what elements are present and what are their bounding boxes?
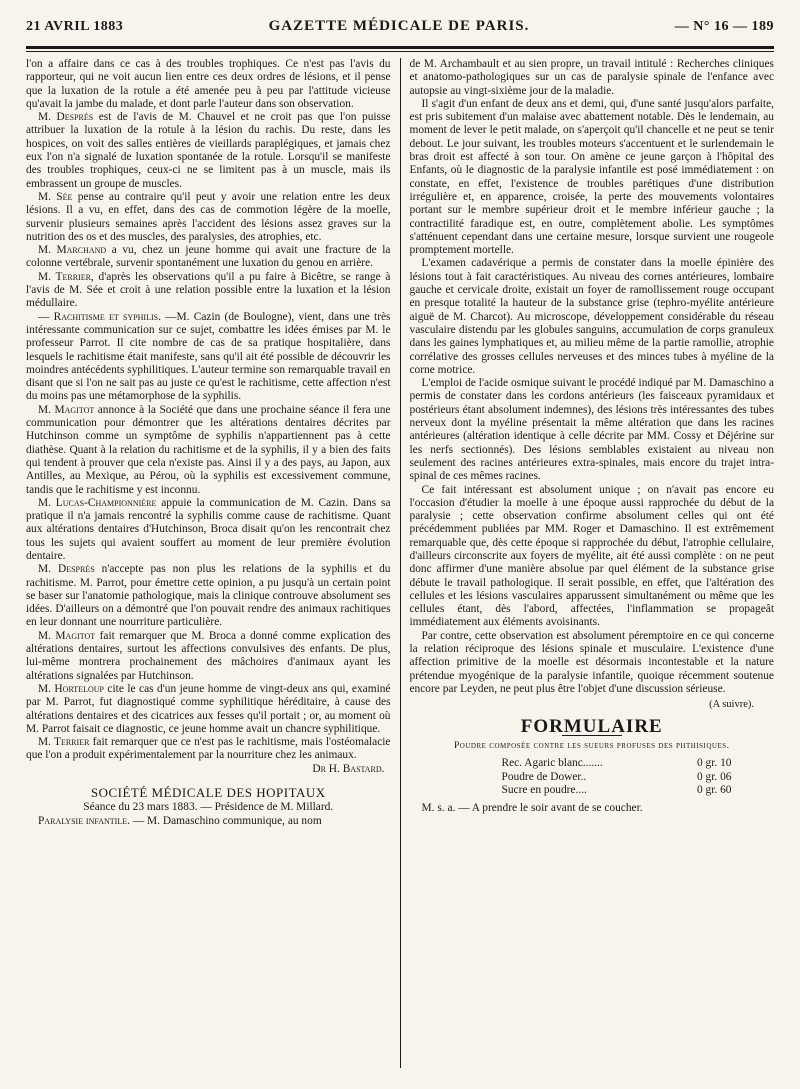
formulaire-subtitle: Poudre composée contre les sueurs profuses des phthisiques. <box>454 740 730 751</box>
paragraph: M. Després n'accepte pas non plus les relations de la syphilis et du rachitisme. M. Parrot, pour émettre cette opinion, a pu jusqu'à un certain point se baser sur l'anatomie pathologique, mais la clinique controuve absolument ses idées. D'ailleurs on a démontré que l'on pouvait rendre des animaux rachitiques en leur donnant une nourriture particulière. <box>26 563 391 629</box>
paragraph: Ce fait intéressant est absolument unique ; on n'avait pas encore eu l'occasion d'étudier la moelle à une époque aussi rapprochée du début de la paralysie ; cette observation confirme absolument celles qui ont été précédemment publiées par MM. Roger et Damaschino. Il est extrêmement remarquable que, dès cette époque si rapprochée du début, l'atrophie cellulaire, d'ailleurs circonscrite aux foyers de myélite, ait été aussi complète : on ne peut donc affirmer d'une manière absolue par quel élément de la substance grise débute le travail pathologique. Il serait possible, en effet, que l'altération des cellules et les lésions vasculaires apparussent simultanément ou même que les cellules étant, dès l'abord, affectées, l'inflammation se propageât immédiatement aux éléments avoisinants. <box>409 483 774 629</box>
paragraph: M. Magitot annonce à la Société que dans une prochaine séance il fera une communication pour démontrer que les altérations dentaires décrites par Hutchinson comme un symptôme de syphilis n'appartiennent pas à cette diathèse. Quant à la relation du rachitisme et de la syphilis, il y a bien des faits qui tendent à prouver que cela n'existe pas. Ainsi il y a des pays, au Japon, aux Antilles, au Mexique, au Pérou, où la syphilis est excessivement commune, tandis que le rachitisme y est inconnu. <box>26 403 391 496</box>
paragraph: Paralysie infantile. — M. Damaschino communique, au nom <box>38 814 322 827</box>
section-subtitle: Séance du 23 mars 1883. — Présidence de M. Millard. <box>83 801 334 814</box>
header-date: 21 AVRIL 1883 <box>26 19 124 34</box>
paragraph: L'emploi de l'acide osmique suivant le procédé indiqué par M. Damaschino a permis de constater dans les cordons antérieurs (les faisceaux pyramidaux et postérieurs étant absolument indemnes), des lésions très intéressantes des tubes nerveux dont la myéline présentait la même altération que dans les racines antérieures (altération identique à celle décrite par MM. Cossy et Déjérine sur les nerfs sectionnés). Des lésions semblables existaient au niveau non seulement des racines antérieures extra-spinales, mais encore du trajet intra-spinal de ces mêmes racines. <box>409 377 774 483</box>
section-title: SOCIÉTÉ MÉDICALE DES HOPITAUX <box>90 785 326 801</box>
page-header <box>26 18 774 40</box>
header-title: GAZETTE MÉDICALE DE PARIS. <box>268 18 530 34</box>
columns <box>26 58 774 1068</box>
paragraph: l'on a affaire dans ce cas à des troubles trophiques. Ce n'est pas l'avis du rapporteur, qui ne voit aucun lien entre ces deux ordres de lésions, et il pense que la luxation de la rotule a été amenée peu à peu par l'attitude vicieuse qu'avait la jambe du malade, et dont parle l'auteur dans son observation. <box>26 58 391 110</box>
paragraph: M. Magitot fait remarquer que M. Broca a donné comme explication des altérations dentaires, surtout les affections convulsives des enfants. De plus, lui-même montrera prochainement des mâchoires d'animaux ayant les altérations signalées par Hutchinson. <box>26 629 391 682</box>
paragraph: — Rachitisme et syphilis. —M. Cazin (de Boulogne), vient, dans une très intéressante communication sur ce sujet, combattre les idées émises par M. le professeur Parrot. Il cite nombre de cas de sa pratique hospitalière, dans lesquels le rachitisme était manifeste, sans qu'il ait été possible de découvrir les moindres antécédents syphilitiques. L'auteur termine son remarquable travail en disant que si l'on ne sait pas au juste ce qu'est le rachitisme, cette affection n'est du moins pas une métamorphose de la syphilis. <box>26 310 391 403</box>
paragraph: M. Marchand a vu, chez un jeune homme qui avait une fracture de la colonne vertébrale, survenir spontanément une luxation du genou en arrière. <box>26 244 391 270</box>
header-rule-thin <box>26 51 774 52</box>
prescription-instruction: M. s. a. — A prendre le soir avant de se coucher. <box>421 801 643 814</box>
prescription-row: Rec. Agaric blanc....... 0 gr. 10 <box>501 757 732 770</box>
paragraph: de M. Archambault et au sien propre, un travail intitulé : Recherches cliniques et anatomo-pathologiques sur un cas de paralysie spinale de l'enfance avec autopsie au vingt-sixième jour de la maladie. <box>409 58 774 97</box>
paragraph: Il s'agit d'un enfant de deux ans et demi, qui, d'une santé jusqu'alors parfaite, est pris subitement d'un malaise avec abattement notable. Dès le lendemain, au moment de lever le petit malade, on s'aperçoit qu'il chancelle et ne peut se tenir debout. Le jour suivant, les troubles moteurs s'accentuent et le surlendemain le bras droit est affecté à son tour. On amène ce jeune garçon à l'hôpital des Enfants, où le diagnostic de la paralysie infantile est posé immédiatement : on constate, en effet, l'existence de troubles parétiques d'une distribution irrégulière et, en apparence, croisée, la perte des mouvements volontaires portant sur le membre supérieur droit et le membre inférieur gauche ; la contractilité faradique est, en outre, complètement abolie. Les symptômes s'atténuent cependant dans une certaine mesure, lorsque survient une rougeole promptement mortelle. <box>409 97 774 257</box>
paragraph: M. Horteloup cite le cas d'un jeune homme de vingt-deux ans qui, examiné par M. Parrot, fut diagnostiqué comme syphilitique héréditaire, à cause des altérations dentaires et des cicatrices aux fesses qu'il portait ; or, au moment où M. Parrot faisait ce diagnostic, ce jeune homme avait un chancre syphilitique. <box>26 682 391 735</box>
paragraph: M. Terrier, d'après les observations qu'il a pu faire à Bicêtre, se range à l'avis de M. Sée et croit à une relation possible entre la luxation et la lésion médullaire. <box>26 270 391 310</box>
paragraph: M. Lucas-Championnière appuie la communication de M. Cazin. Dans sa pratique il n'a jamais rencontré la syphilis comme cause de rachitisme. Quant aux altérations dentaires d'Hutchinson, Broca disait qu'on les rencontrait chez tous les sujets qui avaient souffert au moment de leur première évolution dentaire. <box>26 496 391 562</box>
left-column <box>26 58 400 1068</box>
formulaire-title: FORMULAIRE <box>520 715 663 737</box>
paragraph: M. Terrier fait remarquer que ce n'est pas le rachitisme, mais l'ostéomalacie que l'on a produit expérimentalement par la nourriture chez les animaux. <box>26 736 391 762</box>
paragraph: M. Sée pense au contraire qu'il peut y avoir une relation entre les deux lésions. Il a vu, en effet, dans des cas de commotion légère de la moelle, survenir plusieurs semaines après l'accident des lésions assez graves sur la nutrition des os et des muscles, des paralysies, des atrophies, etc. <box>26 190 391 243</box>
paragraph: Par contre, cette observation est absolument péremptoire en ce qui concerne la relation réciproque des lésions spinale et musculaire. L'existence d'une affection primitive de la moelle est désormais incontestable et la nature prétendue myogénique de la paralysie infantile, quoique récemment soutenue encore par Leyden, ne peut plus être l'objet d'une discussion sérieuse. <box>409 629 774 695</box>
header-rule <box>26 46 774 49</box>
header-issue: — N° 16 — 189 <box>674 19 774 34</box>
right-column <box>401 58 775 1068</box>
prescription <box>502 757 732 798</box>
paragraph: M. Després est de l'avis de M. Chauvel et ne croit pas que l'on puisse attribuer la luxation de la rotule à la lésion du rachis. Du reste, dans les hospices, on voit des salles entières de vieillards paraplégiques, et jamais chez eux l'on n'a signalé de luxation spontanée de la rotule. Lorsqu'il se manifeste des troubles trophiques, ceux-ci ne se limitent pas à un muscle, mais ils embrassent un groupe de muscles. <box>26 111 391 190</box>
to-be-continued: (A suivre). <box>709 699 754 711</box>
prescription-row: Sucre en poudre.... 0 gr. 60 <box>501 784 732 797</box>
paragraph: L'examen cadavérique a permis de constater dans la moelle épinière des lésions tout à fait caractéristiques. Au niveau des cornes antérieures, lombaire gauche et cervicale droite, existait un foyer de ramollissement rouge occupant en presque totalité la hauteur de la substance grise (tephro-myélite antérieure aiguë de M. Charcot). Au microscope, développement considérable du réseau vasculaire distendu par les globules sanguins, accumulation de corps granuleux dans les gaines lymphatiques et, au milieu même de la partie ramollie, atrophie corrélative des grosses cellules nerveuses et des minces tubes à myéline de la corne motrice. <box>409 257 774 376</box>
signature: Dr H. Bastard. <box>312 762 385 775</box>
prescription-row: Poudre de Dower.. 0 gr. 06 <box>501 770 732 783</box>
